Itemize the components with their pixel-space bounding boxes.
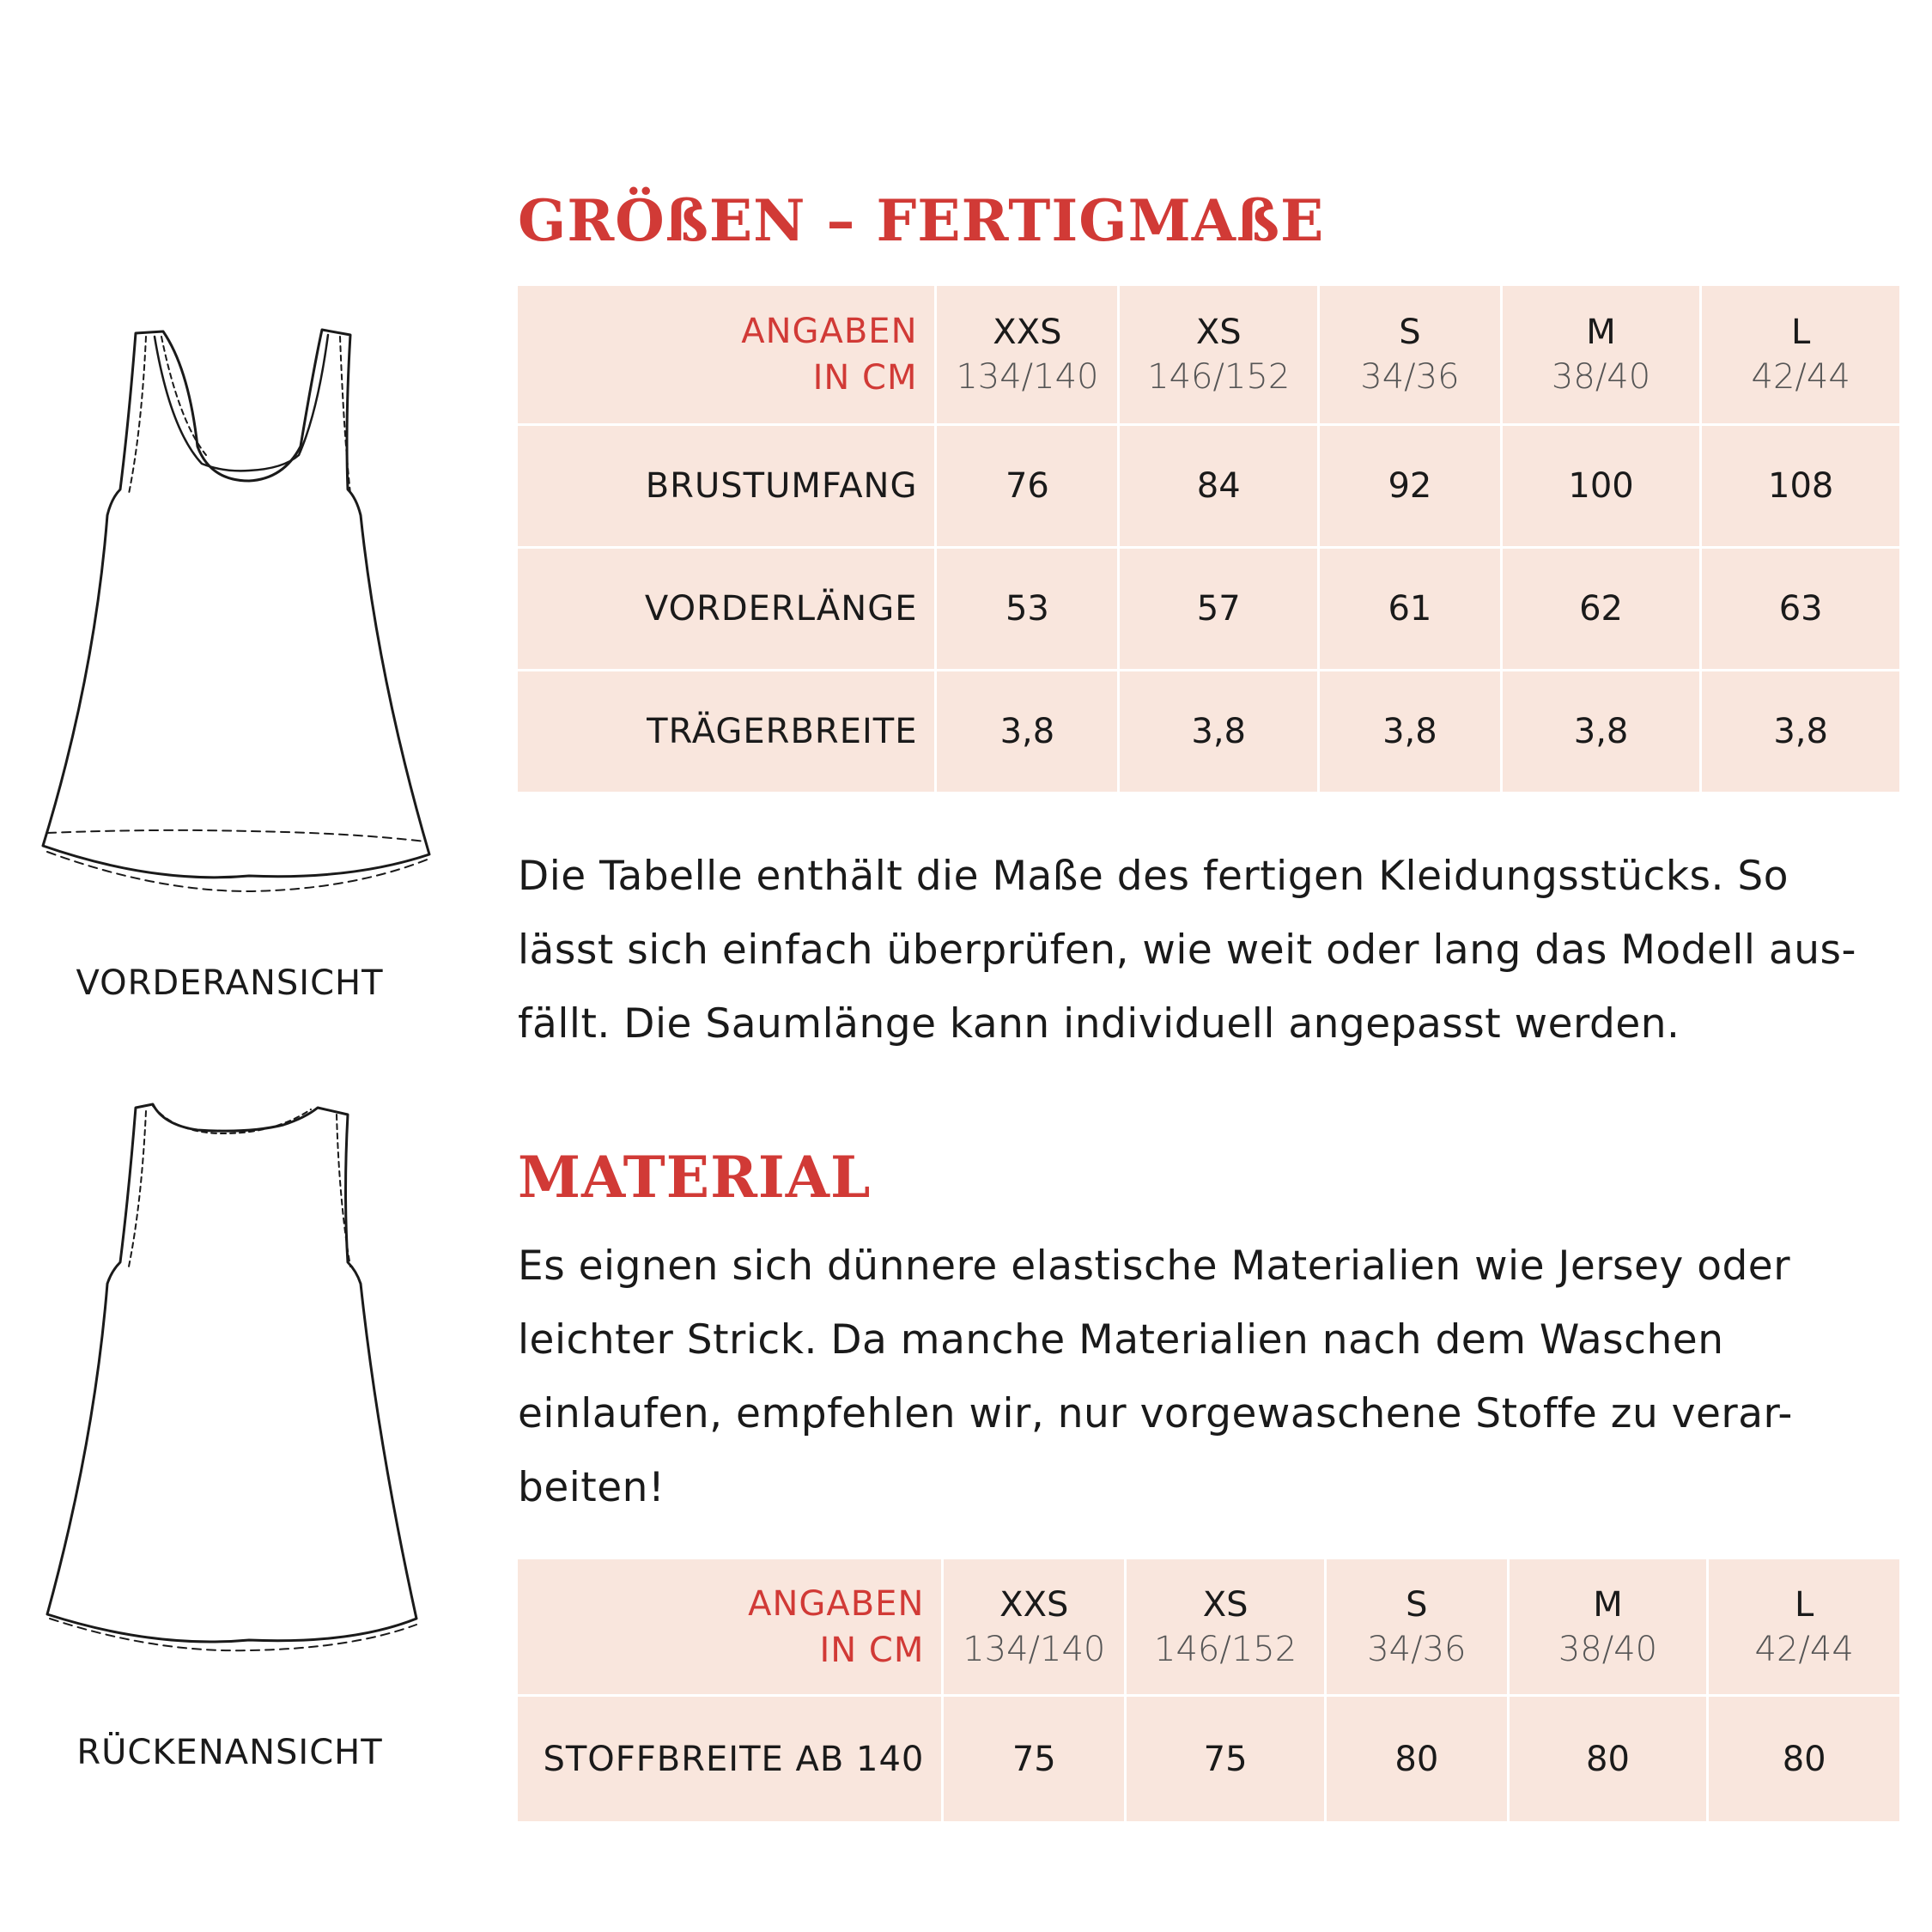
paragraph-line: beiten! <box>518 1464 665 1511</box>
front-view-caption: VORDERANSICHT <box>76 963 384 1003</box>
paragraph-line: Die Tabelle enthält die Maße des fertigen Kleidungsstücks. So <box>518 853 1789 900</box>
header-label-line1: ANGABEN <box>748 1583 925 1624</box>
table-cell: 80 <box>1709 1697 1899 1821</box>
size-column-header <box>1510 1559 1707 1694</box>
table-cell: 108 <box>1702 426 1899 546</box>
material-table-header-row <box>518 1559 1899 1694</box>
size-range: 146/152 <box>1147 357 1291 397</box>
size-column-header <box>1709 1559 1899 1694</box>
material-heading: MATERIAL <box>518 1144 872 1211</box>
paragraph-line: einlaufen, empfehlen wir, nur vorgewaschene Stoffe zu verar- <box>518 1390 1793 1437</box>
table-cell: 3,8 <box>1503 671 1700 792</box>
row-label: TRÄGERBREITE <box>518 671 934 792</box>
size-range: 38/40 <box>1558 1629 1658 1669</box>
size-range: 34/36 <box>1360 357 1460 397</box>
size-name: XS <box>1202 1584 1249 1625</box>
table-cell: 63 <box>1702 549 1899 669</box>
size-column-header <box>937 286 1117 423</box>
row-label: VORDERLÄNGE <box>518 549 934 669</box>
back-view-sketch <box>26 1099 438 1657</box>
table-cell: 100 <box>1503 426 1700 546</box>
size-column-header <box>1320 286 1500 423</box>
front-view-sketch <box>26 318 438 902</box>
size-name: M <box>1593 1584 1623 1625</box>
header-label-line2: IN CM <box>819 1630 925 1670</box>
size-table-header-label <box>518 286 934 423</box>
paragraph-line: Es eignen sich dünnere elastische Materialien wie Jersey oder <box>518 1242 1791 1290</box>
table-cell: 75 <box>944 1697 1124 1821</box>
size-table <box>515 283 1902 794</box>
size-column-header <box>1120 286 1317 423</box>
table-cell: 53 <box>937 549 1117 669</box>
size-column-header <box>1503 286 1700 423</box>
material-table-header-label <box>518 1559 941 1694</box>
size-name: M <box>1586 313 1616 352</box>
size-name: XXS <box>993 313 1062 352</box>
sizes-heading: GRÖßEN – FERTIGMAßE <box>518 187 1325 254</box>
table-cell: 3,8 <box>1120 671 1317 792</box>
table-cell: 92 <box>1320 426 1500 546</box>
size-column-header <box>1127 1559 1324 1694</box>
size-range: 134/140 <box>963 1629 1106 1669</box>
header-label-line1: ANGABEN <box>741 312 918 351</box>
size-range: 146/152 <box>1154 1629 1297 1669</box>
material-table <box>515 1557 1902 1824</box>
table-cell: 57 <box>1120 549 1317 669</box>
table-cell: 80 <box>1327 1697 1507 1821</box>
header-label-line2: IN CM <box>812 358 918 398</box>
size-name: S <box>1406 1584 1428 1625</box>
size-name: S <box>1399 313 1421 352</box>
size-name: XS <box>1195 313 1242 352</box>
row-label: STOFFBREITE AB 140 <box>518 1697 941 1821</box>
table-row <box>518 549 1899 669</box>
paragraph-line: fällt. Die Saumlänge kann individuell angepasst werden. <box>518 1000 1680 1048</box>
size-range: 42/44 <box>1754 1629 1854 1669</box>
size-range: 42/44 <box>1751 357 1850 397</box>
size-column-header <box>1327 1559 1507 1694</box>
back-view-caption: RÜCKENANSICHT <box>76 1733 383 1772</box>
table-cell: 84 <box>1120 426 1317 546</box>
table-row <box>518 671 1899 792</box>
table-row <box>518 426 1899 546</box>
size-name: L <box>1791 313 1811 352</box>
size-name: XXS <box>999 1584 1069 1625</box>
material-description <box>518 1230 1909 1525</box>
table-cell: 3,8 <box>1320 671 1500 792</box>
table-cell: 76 <box>937 426 1117 546</box>
table-cell: 3,8 <box>1702 671 1899 792</box>
paragraph-line: lässt sich einfach überprüfen, wie weit oder lang das Modell aus- <box>518 927 1856 974</box>
size-column-header <box>944 1559 1124 1694</box>
paragraph-line: leichter Strick. Da manche Materialien nach dem Waschen <box>518 1316 1724 1364</box>
row-label: BRUSTUMFANG <box>518 426 934 546</box>
table-cell: 3,8 <box>937 671 1117 792</box>
size-name: L <box>1795 1584 1814 1625</box>
table-cell: 80 <box>1510 1697 1707 1821</box>
size-range: 38/40 <box>1551 357 1651 397</box>
sizes-description <box>518 840 1909 1061</box>
table-cell: 61 <box>1320 549 1500 669</box>
size-table-header-row <box>518 286 1899 423</box>
size-range: 134/140 <box>956 357 1099 397</box>
size-range: 34/36 <box>1367 1629 1467 1669</box>
size-column-header <box>1702 286 1899 423</box>
table-cell: 75 <box>1127 1697 1324 1821</box>
table-row <box>518 1697 1899 1821</box>
table-cell: 62 <box>1503 549 1700 669</box>
